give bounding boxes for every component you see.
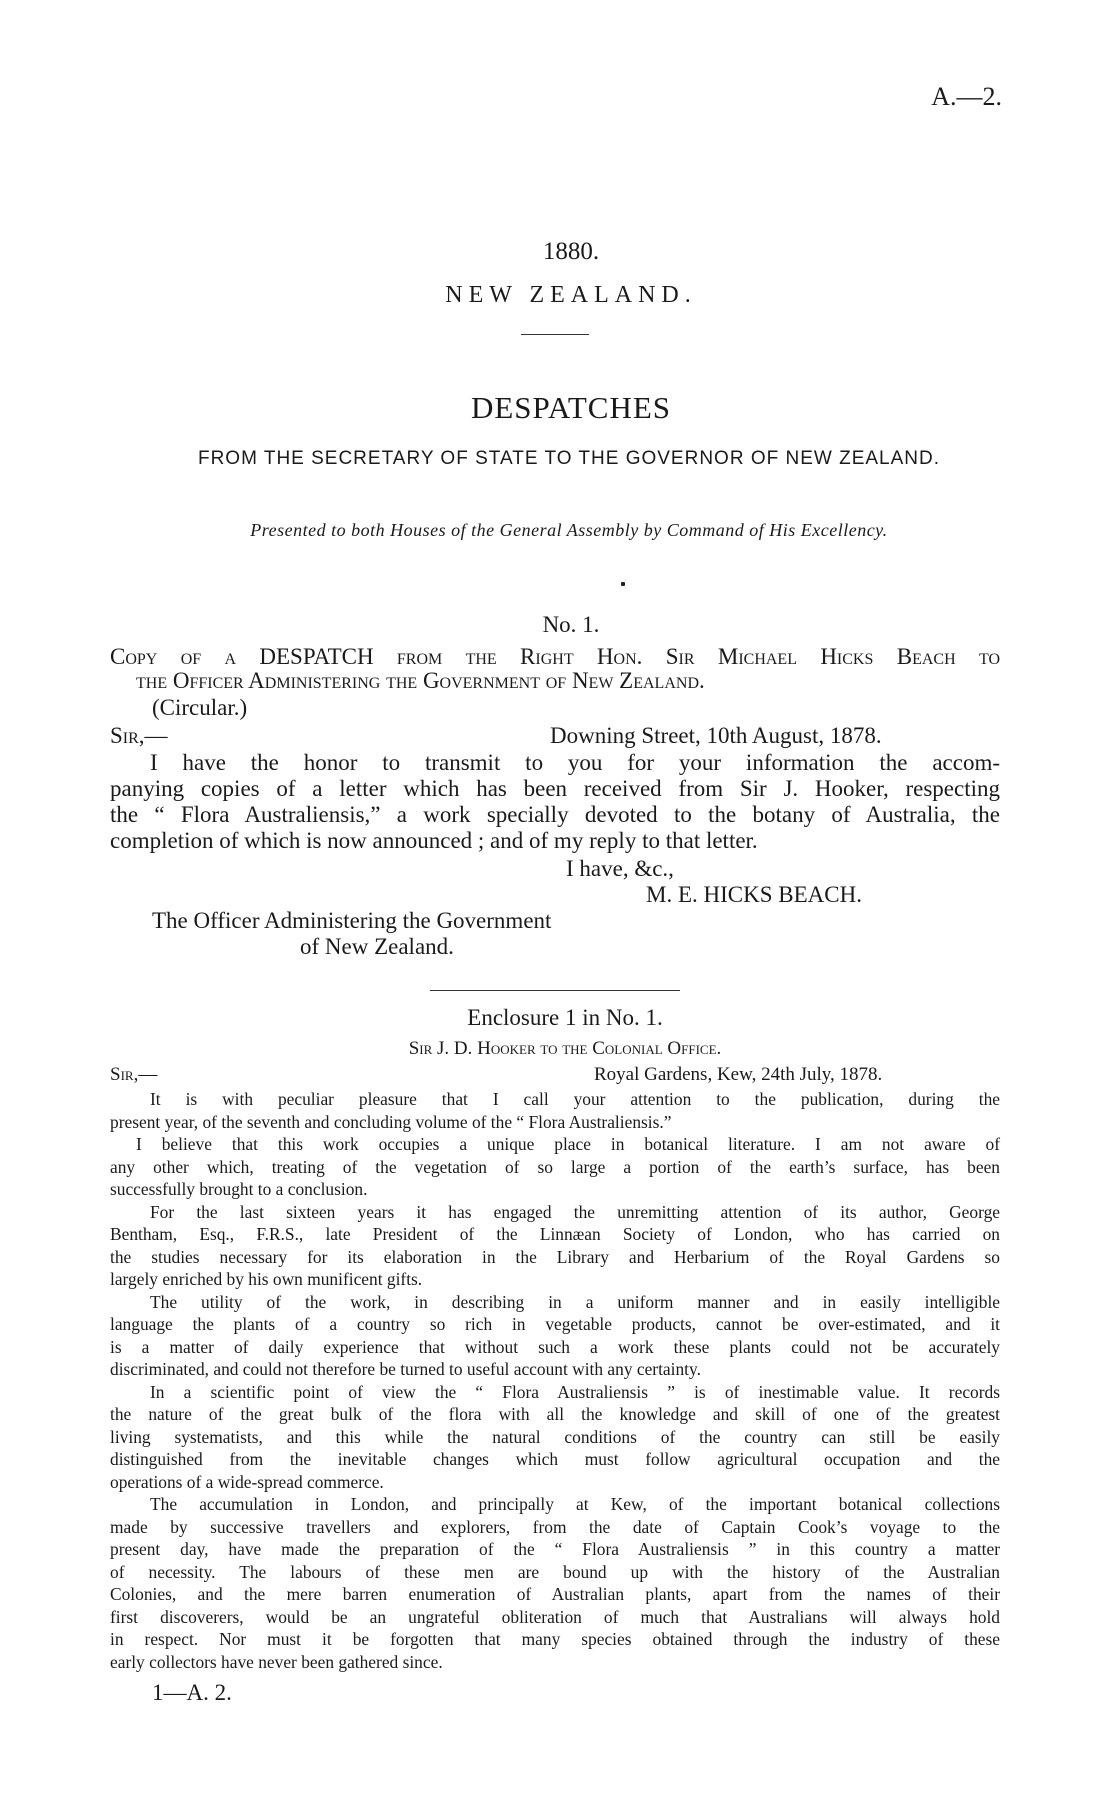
letter-line: the studies necessary for its elaboration in the Library and Herbarium of the Royal Gardens so [110, 1246, 1000, 1267]
letter-line: language the plants of a country so rich in vegetable products, cannot be over-estimated, and it [110, 1314, 1000, 1334]
letter-line: It is with peculiar pleasure that I call your attention to the publication, during the [150, 1089, 1000, 1109]
letter-line: is a matter of daily experience that without such a work these plants could not be accurately [110, 1336, 1000, 1357]
body-line: panying copies of a letter which has been received from Sir J. Hooker, respecting [110, 776, 1000, 801]
letter-line: first discoverers, would be an ungrateful obliteration of much that Australians will always hold [110, 1606, 1000, 1627]
addressee-line: The Officer Administering the Government [152, 908, 552, 933]
page-reference: A.—2. [931, 82, 1002, 111]
letter-line: successfully brought to a conclusion. [110, 1179, 368, 1199]
enclosure-title: Enclosure 1 in No. 1. [467, 1005, 663, 1030]
letter-line: of necessity. The labours of these men are bound up with the history of the Australian [110, 1561, 1000, 1582]
circular-label: (Circular.) [152, 695, 248, 720]
presented-note: Presented to both Houses of the General Assembly by Command of His Excellency. [250, 520, 888, 540]
addressee-line: of New Zealand. [300, 934, 454, 959]
letter-line: the nature of the great bulk of the flora with all the knowledge and skill of one of the greatest [110, 1404, 1000, 1424]
letter-line: any other which, treating of the vegetation of so large a portion of the earth’s surface, has been [110, 1156, 1000, 1177]
letter-line: present day, have made the preparation of the “ Flora Australiensis ” in this country a matter [110, 1539, 1000, 1559]
enclosure-salutation: Sir,— [110, 1064, 158, 1085]
closing: I have, &c., [566, 856, 674, 881]
divider [521, 334, 589, 335]
signature: M. E. HICKS BEACH. [646, 882, 862, 907]
letter-line: largely enriched by his own munificent gifts. [110, 1269, 423, 1289]
enclosure-from-to: Sir J. D. Hooker to the Colonial Office. [408, 1038, 722, 1059]
despatch-heading-line [110, 644, 1000, 670]
document-title: DESPATCHES [470, 390, 672, 425]
year: 1880. [542, 238, 600, 265]
letter-line: For the last sixteen years it has engaged the unremitting attention of its author, George [150, 1201, 1000, 1222]
letter-line: Bentham, Esq., F.R.S., late President of the Linnæan Society of London, who has carried on [110, 1224, 1000, 1244]
despatch-heading-line: the Officer Administering the Government of New Zealand. [136, 668, 705, 693]
printer-signature-mark: 1—A. 2. [152, 1680, 232, 1705]
body-line: I have the honor to transmit to you for your information the accom- [150, 750, 1000, 775]
enclosure-place-date: Royal Gardens, Kew, 24th July, 1878. [594, 1064, 883, 1085]
letter-line: The accumulation in London, and principally at Kew, of the important botanical collections [150, 1494, 1000, 1514]
divider [430, 990, 680, 991]
letter-line: made by successive travellers and explorers, from the date of Captain Cook’s voyage to the [110, 1516, 1000, 1537]
letter-line: operations of a wide-spread commerce. [110, 1471, 384, 1492]
letter-line: in respect. Nor must it be forgotten that many species obtained through the industry of these [110, 1629, 1000, 1649]
letter-line: I believe that this work occupies a unique place in botanical literature. I am not aware of [136, 1134, 1000, 1154]
body-line: completion of which is now announced ; and of my reply to that letter. [110, 828, 758, 853]
letter-line: distinguished from the inevitable changes which must follow agricultural occupation and the [110, 1449, 1000, 1469]
letter-line: discriminated, and could not therefore be turned to useful account with any certainty. [110, 1359, 701, 1379]
letter-line: living systematists, and this while the natural conditions of the country can still be easily [110, 1426, 1000, 1447]
letter-line: The utility of the work, in describing in a uniform manner and in easily intelligible [150, 1291, 1000, 1312]
document-subtitle: FROM THE SECRETARY OF STATE TO THE GOVERNOR OF NEW ZEALAND. [197, 448, 941, 469]
ink-dot [621, 582, 625, 586]
place-date: Downing Street, 10th August, 1878. [550, 723, 882, 748]
despatch-number: No. 1. [542, 612, 600, 637]
salutation: Sir,— [110, 723, 168, 748]
letter-line: Colonies, and the mere barren enumeration of Australian plants, apart from the names of their [110, 1584, 1000, 1604]
letter-line: In a scientific point of view the “ Flora Australiensis ” is of inestimable value. It records [150, 1381, 1000, 1402]
despatch-heading-text: Copy of a DESPATCH from the Right Hon. Sir Michael Hicks Beach to [110, 644, 1000, 669]
body-line: the “ Flora Australiensis,” a work specially devoted to the botany of Australia, the [110, 802, 1000, 827]
country: NEW ZEALAND. [445, 282, 697, 308]
letter-line: early collectors have never been gathered since. [110, 1651, 443, 1672]
letter-line: present year, of the seventh and concluding volume of the “ Flora Australiensis.” [110, 1111, 672, 1132]
